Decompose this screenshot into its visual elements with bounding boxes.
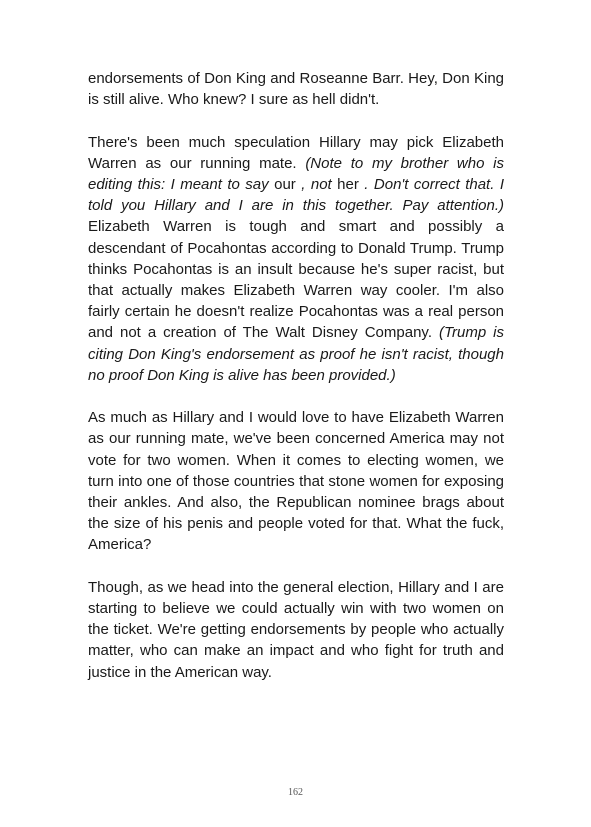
italic-text-run: (Trump is citing Don King's endorsement as proof he isn't racist, though no proof Don King is alive has been provided.) bbox=[88, 324, 504, 384]
paragraph bbox=[88, 577, 504, 683]
text-run: her bbox=[337, 176, 359, 193]
italic-text-run: (Note to my brother who is editing this: I meant to say bbox=[88, 154, 504, 193]
text-run: endorsements of Don King and Roseanne Barr. Hey, Don King is still alive. Who knew? I sure as hell didn't. bbox=[88, 70, 504, 109]
paragraph bbox=[88, 407, 504, 555]
paragraph bbox=[88, 68, 504, 110]
text-run: As much as Hillary and I would love to have Elizabeth Warren as our running mate, we've been concerned America may not vote for two women. When it comes to electing women, we turn into one of those countries that stone women for exposing their ankles. And also, the Republican nominee brags about the size of his penis and people voted for that. What the fuck, America? bbox=[88, 409, 504, 554]
text-run: Elizabeth Warren is tough and smart and possibly a descendant of Pocahontas according to Donald Trump. Trump thinks Pocahontas is an insult because he's super racist, but that actually makes Elizabeth Warren way cooler. I'm also fairly certain he doesn't realize Pocahontas was a real person and not a creation of The Walt Disney Company. bbox=[88, 218, 504, 342]
text-run: our bbox=[274, 176, 296, 193]
text-run: Though, as we head into the general election, Hillary and I are starting to believe we could actually win with two women on the ticket. We're getting endorsements by people who actually matter, who can make an impact and who fight for truth and justice in the American way. bbox=[88, 578, 504, 681]
italic-text-run: , not bbox=[295, 176, 338, 193]
body-text bbox=[88, 68, 504, 704]
italic-text-run: . Don't correct that. I told you Hillary and I are in this together. Pay attention.) bbox=[88, 176, 504, 215]
paragraph bbox=[88, 132, 504, 386]
text-run: There's been much speculation Hillary may pick Elizabeth Warren as our running mate. bbox=[88, 133, 504, 172]
page-number: 162 bbox=[288, 787, 303, 798]
